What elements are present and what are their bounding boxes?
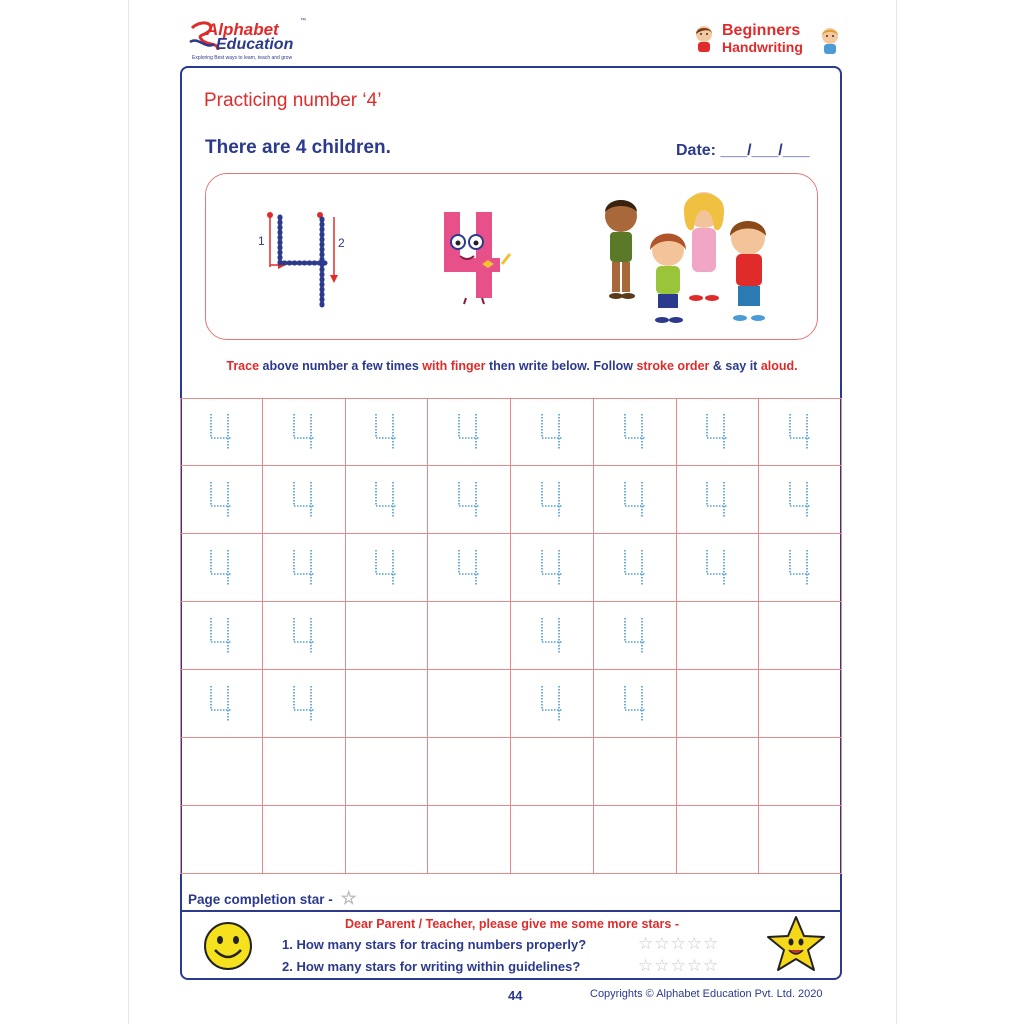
- grid-cell[interactable]: [180, 602, 263, 670]
- grid-cell[interactable]: [263, 738, 346, 806]
- stroke-label-1: 1: [258, 234, 265, 248]
- rating-stars-1: [638, 934, 719, 954]
- stroke-order-diagram: [250, 205, 350, 315]
- rating-star-icon[interactable]: ☆: [670, 934, 687, 953]
- dotted-four-trace: [787, 548, 813, 588]
- dotted-four-trace: [622, 684, 648, 724]
- date-field[interactable]: Date: ___/___/___: [676, 142, 810, 159]
- grid-cell[interactable]: [594, 398, 677, 466]
- dotted-four-trace: [787, 480, 813, 520]
- rating-star-icon[interactable]: ☆: [638, 956, 655, 975]
- tracing-grid: [180, 398, 842, 874]
- dotted-four-trace: [208, 616, 234, 656]
- dotted-four-trace: [539, 616, 565, 656]
- grid-cell[interactable]: [180, 466, 263, 534]
- arrow-down-icon: [330, 275, 338, 283]
- dotted-four-trace: [622, 548, 648, 588]
- series-title-line2: Handwriting: [722, 39, 803, 55]
- stroke-label-2: 2: [338, 236, 345, 250]
- girl-icon: [692, 24, 716, 54]
- grid-cell[interactable]: [594, 806, 677, 874]
- grid-cell[interactable]: [759, 738, 842, 806]
- grid-cell[interactable]: [428, 670, 511, 738]
- series-title-line1: Beginners: [722, 22, 801, 39]
- page-completion-label: Page completion star -: [188, 892, 333, 907]
- instruction-segment: Trace: [226, 359, 260, 373]
- rating-star-icon[interactable]: ☆: [670, 956, 687, 975]
- dotted-four-trace: [208, 412, 234, 452]
- grid-cell[interactable]: [180, 398, 263, 466]
- grid-cell[interactable]: [594, 670, 677, 738]
- grid-cell[interactable]: [428, 738, 511, 806]
- number-four-character: [430, 206, 520, 306]
- dotted-four-trace: [291, 412, 317, 452]
- grid-cell[interactable]: [346, 398, 429, 466]
- dotted-four-trace: [208, 548, 234, 588]
- grid-cell[interactable]: [594, 602, 677, 670]
- dotted-four-trace: [456, 412, 482, 452]
- rating-star-icon[interactable]: ☆: [686, 956, 703, 975]
- dotted-four-trace: [622, 412, 648, 452]
- instruction-segment: then write below. Follow: [485, 359, 637, 373]
- grid-cell[interactable]: [428, 466, 511, 534]
- instruction-segment: & say it: [709, 359, 761, 373]
- grid-cell[interactable]: [677, 670, 760, 738]
- grid-cell[interactable]: [511, 738, 594, 806]
- grid-cell[interactable]: [428, 534, 511, 602]
- dotted-four-trace: [787, 412, 813, 452]
- rating-stars-2: [638, 956, 719, 976]
- four-children-illustration: [596, 188, 786, 328]
- dotted-four-trace: [291, 616, 317, 656]
- dotted-four-trace: [539, 412, 565, 452]
- worksheet-title: Practicing number ‘4’: [204, 90, 382, 111]
- alphabet-education-logo: [188, 18, 318, 64]
- dotted-four-trace: [373, 412, 399, 452]
- grid-cell[interactable]: [759, 398, 842, 466]
- page-number: 44: [508, 988, 523, 1003]
- grid-cell[interactable]: [511, 602, 594, 670]
- rating-star-icon[interactable]: ☆: [703, 934, 720, 953]
- tracing-instruction: [0, 359, 1024, 373]
- brand-name-line1: Alphabet: [206, 20, 279, 39]
- grid-cell[interactable]: [759, 806, 842, 874]
- copyright-notice: Copyrights © Alphabet Education Pvt. Ltd. 2020: [590, 988, 823, 1000]
- grid-cell[interactable]: [677, 466, 760, 534]
- grid-cell[interactable]: [511, 534, 594, 602]
- dotted-four-trace: [704, 480, 730, 520]
- dotted-four-trace: [291, 548, 317, 588]
- instruction-segment: with finger: [422, 359, 486, 373]
- parent-note: Dear Parent / Teacher, please give me some more stars -: [345, 917, 679, 931]
- brand-tagline: Exploring Best ways to learn, teach and grow: [192, 55, 293, 61]
- grid-cell[interactable]: [511, 398, 594, 466]
- grid-cell[interactable]: [677, 806, 760, 874]
- rating-star-icon[interactable]: ☆: [654, 956, 671, 975]
- dotted-four-trace: [622, 616, 648, 656]
- grid-cell[interactable]: [759, 534, 842, 602]
- dotted-four-trace: [291, 684, 317, 724]
- grid-cell[interactable]: [511, 806, 594, 874]
- grid-cell[interactable]: [759, 466, 842, 534]
- grid-cell[interactable]: [677, 398, 760, 466]
- rating-star-icon[interactable]: ☆: [703, 956, 720, 975]
- dotted-four-trace: [704, 412, 730, 452]
- grid-cell[interactable]: [346, 806, 429, 874]
- grid-cell[interactable]: [677, 738, 760, 806]
- brand-name-line2: Education: [216, 36, 294, 53]
- rating-star-icon[interactable]: ☆: [638, 934, 655, 953]
- grid-cell[interactable]: [511, 466, 594, 534]
- grid-cell[interactable]: [346, 534, 429, 602]
- rating-star-icon[interactable]: ☆: [686, 934, 703, 953]
- star-outline-icon[interactable]: ☆: [340, 888, 357, 908]
- brand-trademark: ™: [300, 18, 306, 24]
- grid-cell[interactable]: [594, 738, 677, 806]
- grid-cell[interactable]: [263, 602, 346, 670]
- worksheet-subtitle: There are 4 children.: [205, 137, 391, 158]
- grid-cell[interactable]: [759, 602, 842, 670]
- grid-cell[interactable]: [677, 534, 760, 602]
- series-badge: [690, 22, 850, 62]
- grid-cell[interactable]: [263, 398, 346, 466]
- grid-cell[interactable]: [346, 466, 429, 534]
- grid-cell[interactable]: [677, 602, 760, 670]
- grid-cell[interactable]: [263, 534, 346, 602]
- rating-question-1: 1. How many stars for tracing numbers properly?: [282, 937, 587, 952]
- grid-cell[interactable]: [346, 670, 429, 738]
- dotted-four-trace: [539, 684, 565, 724]
- rating-star-icon[interactable]: ☆: [654, 934, 671, 953]
- dotted-four-trace: [373, 548, 399, 588]
- grid-cell[interactable]: [180, 738, 263, 806]
- grid-cell[interactable]: [346, 602, 429, 670]
- grid-cell[interactable]: [759, 670, 842, 738]
- grid-cell[interactable]: [263, 806, 346, 874]
- rating-question-2: 2. How many stars for writing within guidelines?: [282, 959, 581, 974]
- page-completion-row: [188, 888, 357, 909]
- grid-cell[interactable]: [346, 738, 429, 806]
- dotted-four-trace: [208, 480, 234, 520]
- grid-cell[interactable]: [594, 534, 677, 602]
- cartoon-star-icon: [765, 914, 827, 974]
- instruction-segment: above number a few times: [259, 359, 423, 373]
- grid-cell[interactable]: [428, 806, 511, 874]
- dotted-four-trace: [539, 548, 565, 588]
- instruction-segment: stroke order: [636, 359, 710, 373]
- boy-icon: [818, 26, 842, 56]
- dotted-four-trace: [456, 548, 482, 588]
- dotted-four-trace: [456, 480, 482, 520]
- grid-cell[interactable]: [180, 806, 263, 874]
- dotted-four-trace: [704, 548, 730, 588]
- dotted-four-trace: [291, 480, 317, 520]
- grid-cell[interactable]: [180, 670, 263, 738]
- dotted-four-trace: [622, 480, 648, 520]
- dotted-four-trace: [539, 480, 565, 520]
- grid-cell[interactable]: [263, 466, 346, 534]
- grid-cell[interactable]: [428, 398, 511, 466]
- grid-cell[interactable]: [428, 602, 511, 670]
- grid-cell[interactable]: [263, 670, 346, 738]
- dotted-four-trace: [373, 480, 399, 520]
- grid-cell[interactable]: [594, 466, 677, 534]
- dotted-four-trace: [208, 684, 234, 724]
- grid-cell[interactable]: [511, 670, 594, 738]
- grid-cell[interactable]: [180, 534, 263, 602]
- instruction-segment: aloud.: [760, 359, 798, 373]
- footer-divider: [180, 910, 842, 912]
